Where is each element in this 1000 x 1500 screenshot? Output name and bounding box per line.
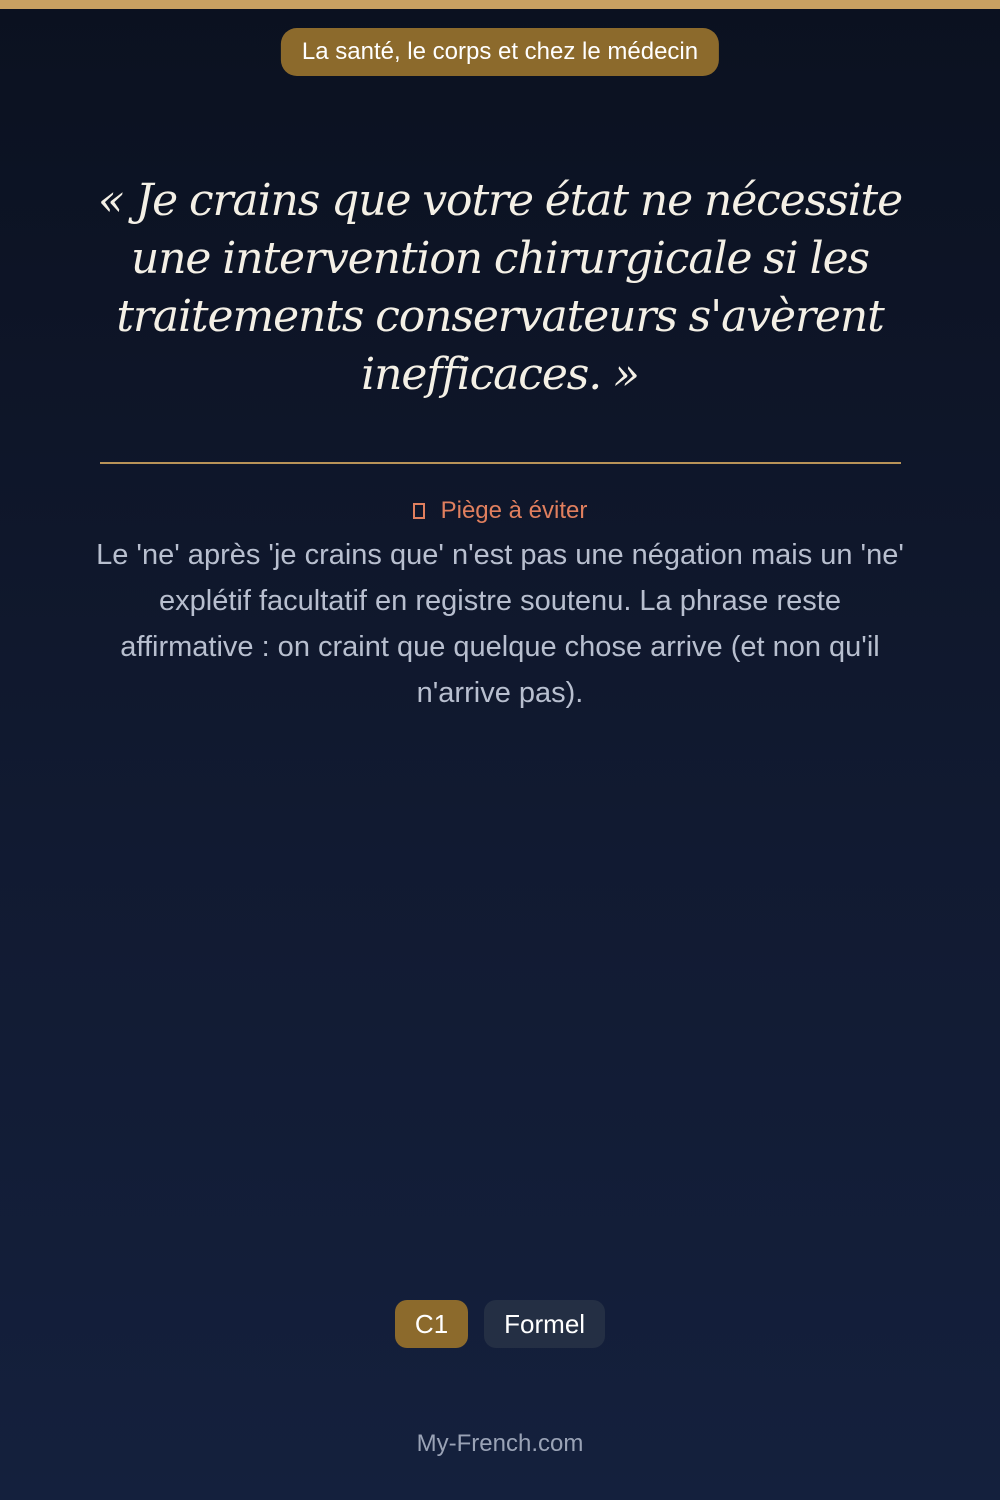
trap-title: Piège à éviter [440,497,588,524]
quote-text: « Je crains que votre état ne nécessite une intervention chirurgicale si les traitements conservateurs s'avèrent inefficaces. » [97,175,903,400]
register-badge: Formel [484,1300,605,1348]
trap-heading [0,496,1000,526]
top-accent-bar [0,0,1000,9]
category-badge: La santé, le corps et chez le médecin [281,28,719,76]
footer-site-name: My-French.com [416,1430,584,1457]
trap-explanation: Le 'ne' après 'je crains que' n'est pas une négation mais un 'ne' explétif facultatif en registre soutenu. La phrase reste affirmative : on craint que quelque chose arrive (et non qu'il n'arrive pas). [96,539,904,709]
warning-square-icon [413,503,425,519]
divider [100,462,901,464]
badge-row [0,1300,1000,1348]
level-badge: C1 [395,1300,468,1348]
